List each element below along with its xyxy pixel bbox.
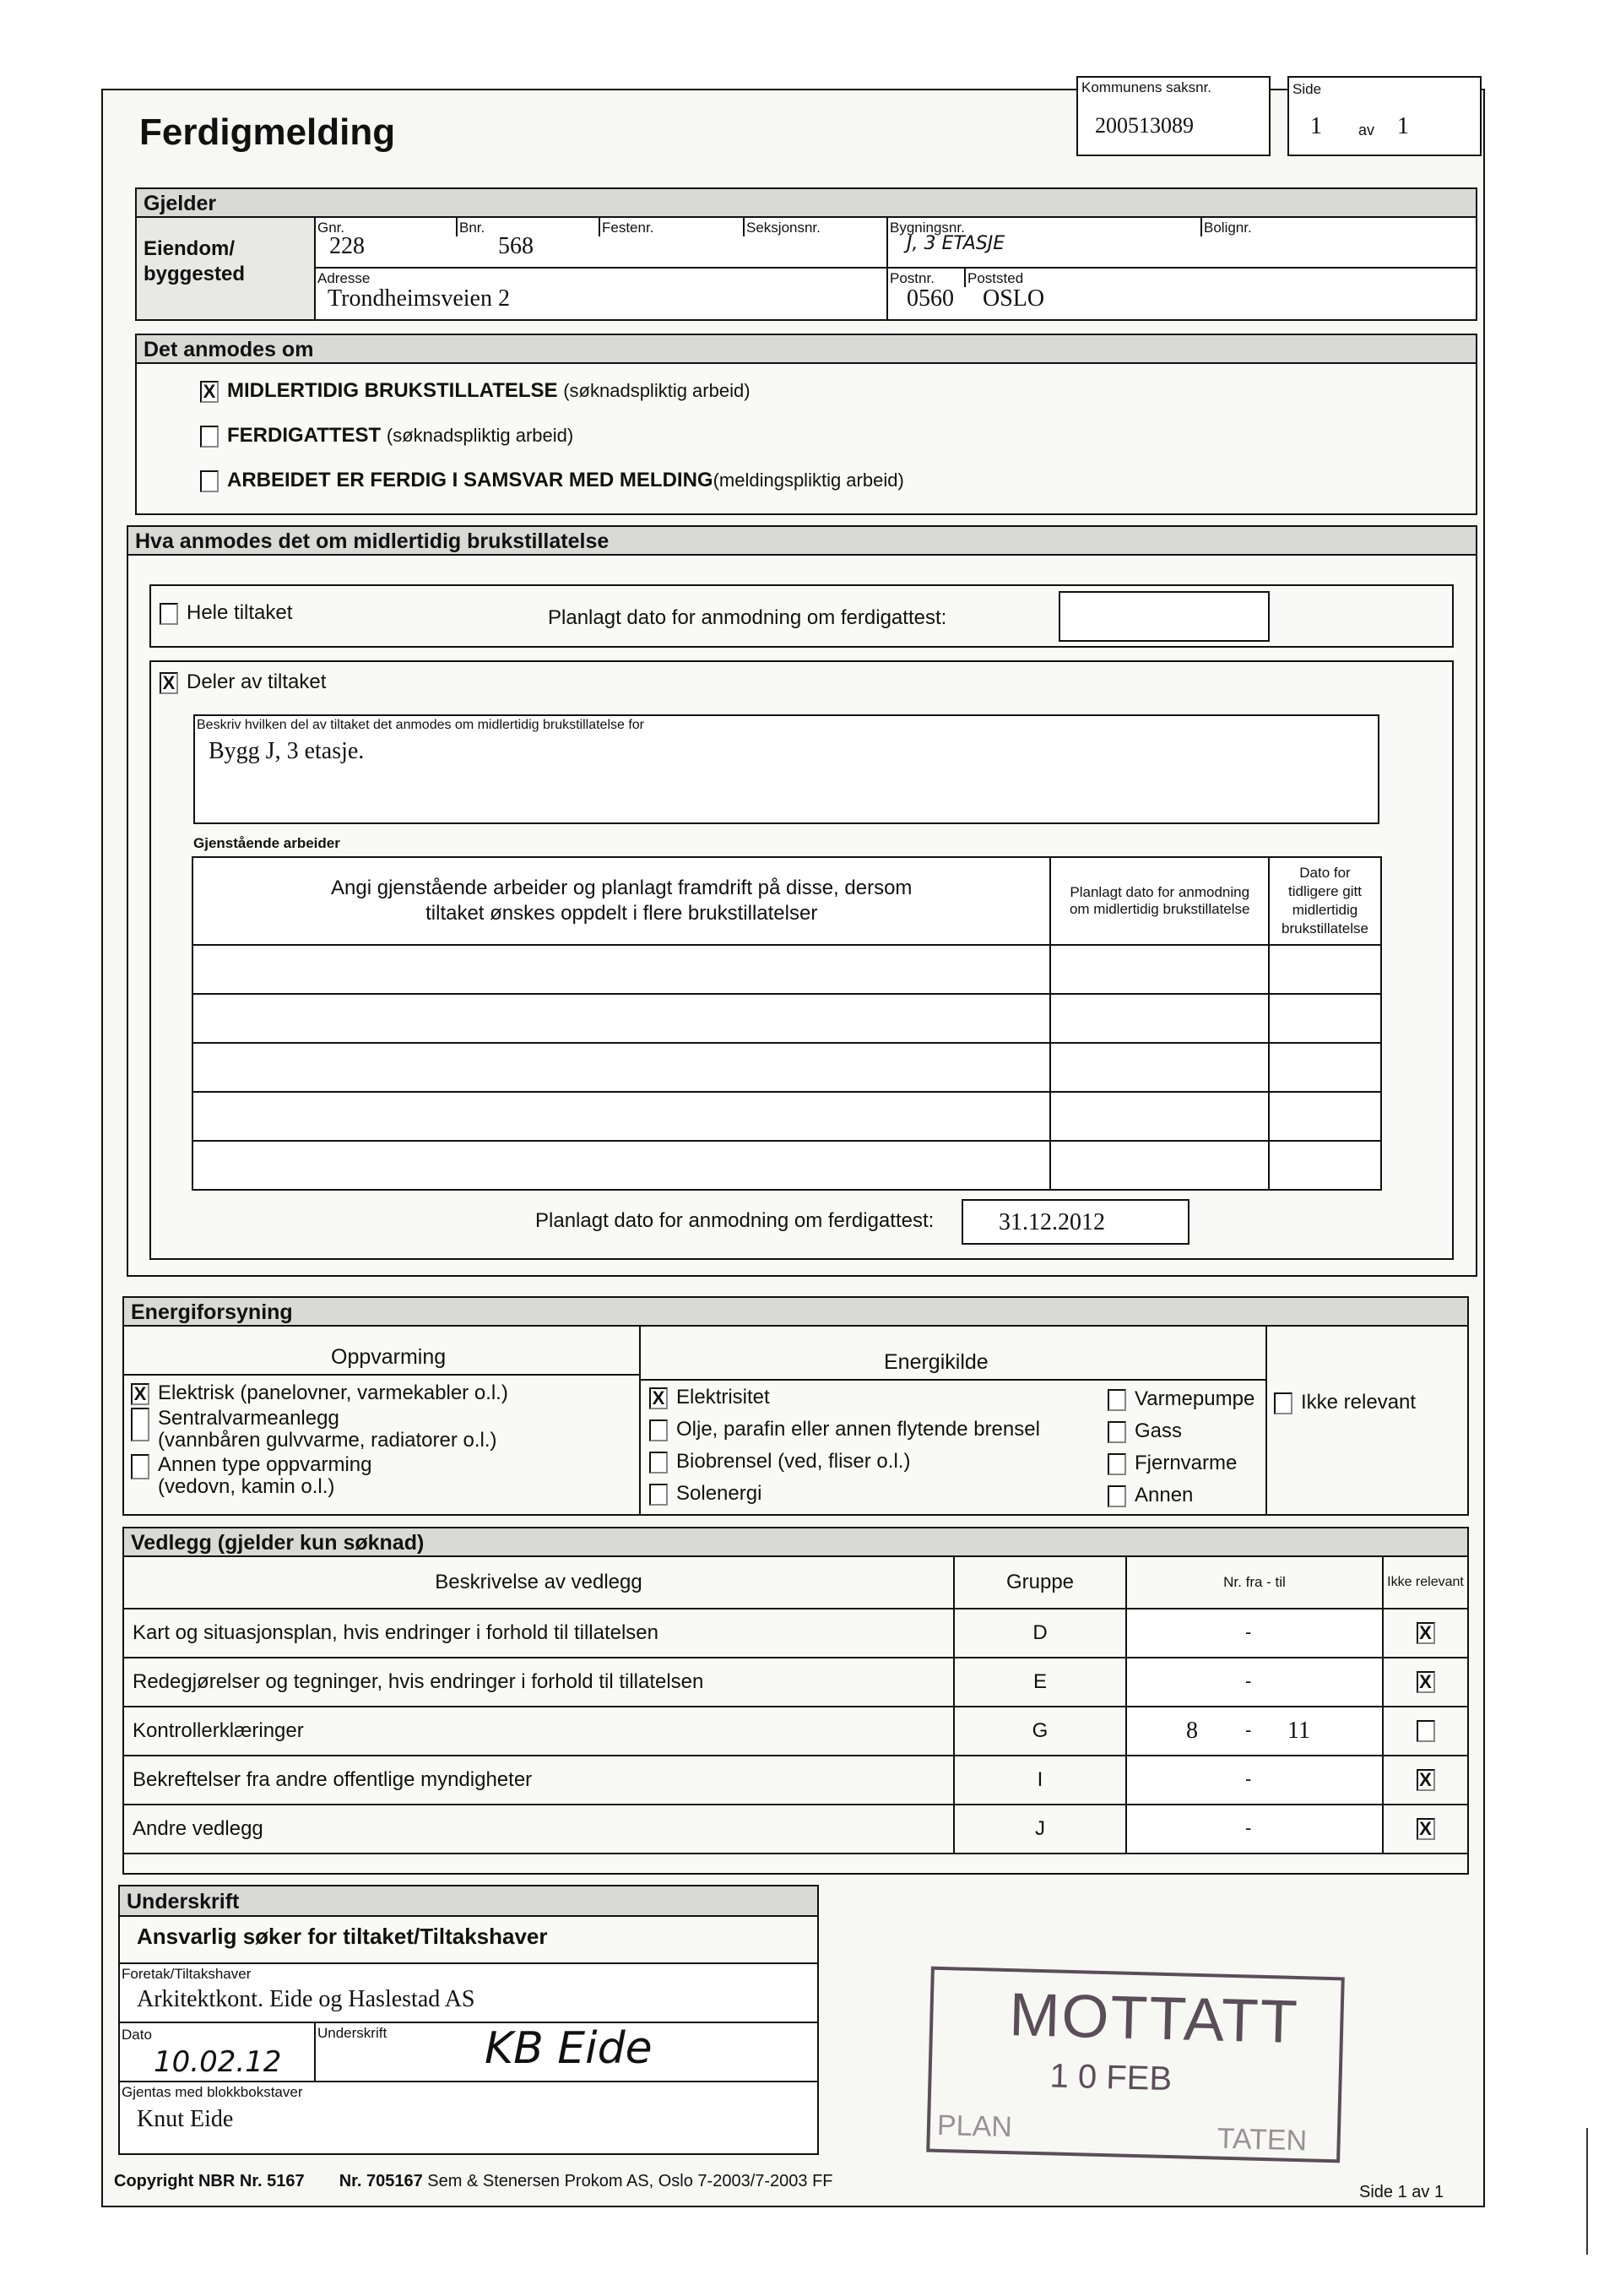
vedlegg-sep: - [1245,1621,1252,1642]
checkbox-vedlegg-ikke-relevant[interactable]: X [1417,1622,1435,1644]
hele-tiltaket-option[interactable] [160,601,292,625]
bygningsnr-label: Bygningsnr. [890,220,965,236]
vedlegg-nr-field[interactable] [1126,1756,1383,1805]
dato-value: 10.02.12 [154,2045,282,2079]
option-label: Elektrisk (panelovner, varmekabler o.l.) [158,1381,508,1404]
vedlegg-gruppe: D [954,1609,1126,1658]
option-note: (søknadspliktig arbeid) [563,380,751,401]
footer-page: Side 1 av 1 [1359,2183,1444,2201]
mottatt-stamp [926,1967,1345,2163]
vedlegg-row [123,1707,1468,1756]
vedlegg-desc: Bekreftelser fra andre offentlige myndigheter [123,1756,954,1805]
vedlegg-ikke-relevant-cell [1383,1609,1468,1658]
planlagt-cell[interactable] [1050,1092,1269,1141]
saksnr-box [1076,76,1271,156]
option-label: Ikke relevant [1301,1391,1417,1414]
energi-heading: Energiforsyning [124,1298,1467,1327]
checkbox-vedlegg-ikke-relevant[interactable] [1417,1720,1435,1742]
vedlegg-ikke-relevant-cell [1383,1658,1468,1707]
postnr-label: Postnr. [890,270,935,286]
stamp-date: 1 0 FEB [1049,2057,1173,2098]
vedlegg-header-beskrivelse: Beskrivelse av vedlegg [123,1556,954,1609]
stamp-plan: PLAN [936,2109,1013,2144]
side-total: 1 [1397,113,1409,139]
gjenstaende-header-tidligere: Dato for tidligere gitt midlertidig brukstillatelse [1269,857,1381,945]
beskriv-value: Bygg J, 3 etasje. [209,738,365,764]
checkbox-midlertidig[interactable]: X [200,381,219,403]
signatur-value: KB Eide [485,2023,653,2074]
side-of: av [1358,122,1375,138]
blokk-field[interactable] [120,2082,817,2153]
poststed-label: Poststed [967,270,1024,286]
checkbox-elektrisk[interactable]: X [131,1383,149,1405]
checkbox-hele-tiltaket[interactable] [160,603,178,625]
form-title: Ferdigmelding [139,111,396,153]
table-row [192,1043,1381,1092]
stamp-etaten: TATEN [1217,2122,1308,2158]
underskrift-heading: Underskrift [120,1886,817,1917]
side-label: Side [1292,81,1322,97]
option-label: ARBEIDET ER FERDIG I SAMSVAR MED MELDING [227,469,713,491]
foretak-label: Foretak/Tiltakshaver [122,1966,252,1982]
gjenstaende-header-arbeider: Angi gjenstående arbeider og planlagt framdrift på disse, dersom tiltaket ønskes oppdelt i flere brukstillatelser [192,857,1050,945]
scan-edge-line [1586,2128,1588,2255]
footer-copyright: Copyright NBR Nr. 5167 [114,2172,305,2190]
gjenstaende-label: Gjenstående arbeider [193,835,340,851]
arbeider-cell[interactable] [192,945,1050,994]
hele-tiltaket-label: Hele tiltaket [187,601,293,624]
vedlegg-header-gruppe: Gruppe [954,1556,1126,1609]
hele-date-field[interactable] [1059,591,1270,642]
oppvarming-annen[interactable] [131,1454,372,1498]
planlagt-cell[interactable] [1050,994,1269,1043]
checkbox-energi-ikke-relevant[interactable] [1274,1392,1292,1414]
vedlegg-heading: Vedlegg (gjelder kun søknad) [124,1528,1467,1557]
checkbox-annen-oppvarming[interactable] [131,1454,149,1479]
vedlegg-fra: 8 [1186,1718,1198,1744]
vedlegg-ikke-relevant-cell [1383,1707,1468,1756]
table-row [192,994,1381,1043]
tidligere-cell[interactable] [1269,1043,1381,1092]
vedlegg-desc: Redegjørelser og tegninger, hvis endringer i forhold til tillatelsen [123,1658,954,1707]
energikilde-solenergi[interactable] [649,1482,761,1506]
underskrift-subheading: Ansvarlig søker for tiltaket/Tiltakshaver [137,1924,548,1949]
seksjonsnr-label: Seksjonsnr. [746,220,821,236]
energikilde-varmepumpe[interactable] [1108,1387,1254,1411]
checkbox-olje[interactable] [649,1419,668,1441]
energi-section [122,1296,1469,1516]
checkbox-annen-energikilde[interactable] [1108,1485,1126,1507]
eiendom-label: Eiendom/ [144,237,236,260]
vedlegg-section [122,1527,1469,1875]
stamp-mottatt: MOTTATT [1008,1981,1300,2057]
vedlegg-row [123,1805,1468,1854]
vedlegg-sep: - [1245,1817,1252,1838]
gnr-label: Gnr. [317,220,345,236]
vedlegg-ikke-relevant-cell [1383,1805,1468,1854]
midlertidig-section [127,525,1477,1277]
deler-date-field[interactable] [962,1199,1189,1245]
energi-ikke-relevant[interactable] [1274,1391,1416,1414]
side-box [1287,76,1482,156]
arbeider-cell[interactable] [192,1092,1050,1141]
anmodes-heading: Det anmodes om [137,335,1476,364]
option-label: Annen [1135,1484,1194,1506]
vedlegg-desc: Andre vedlegg [123,1805,954,1854]
checkbox-deler-tiltaket[interactable]: X [160,672,178,694]
gjelder-row-1 [316,218,1476,269]
gjelder-heading: Gjelder [137,189,1476,218]
option-note: (meldingspliktig arbeid) [713,470,904,491]
gjelder-row-2 [316,269,1476,319]
energikilde-elektrisitet[interactable] [649,1386,770,1409]
saksnr-value[interactable]: 200513089 [1095,113,1194,138]
checkbox-solenergi[interactable] [649,1484,668,1506]
planlagt-cell[interactable] [1050,1043,1269,1092]
energikilde-heading: Energikilde [884,1350,989,1374]
hele-date-label: Planlagt dato for anmodning om ferdigattest: [548,606,947,629]
checkbox-fjernvarme[interactable] [1108,1453,1126,1475]
option-sub: (vedovn, kamin o.l.) [158,1475,335,1498]
vedlegg-row [123,1756,1468,1805]
vedlegg-nr-field[interactable] [1126,1658,1383,1707]
anmodes-section [135,334,1477,515]
option-label: Fjernvarme [1135,1452,1238,1474]
table-row [192,1092,1381,1141]
poststed-value[interactable]: OSLO [983,285,1045,312]
hele-tiltaket-box [149,584,1454,648]
energikilde-biobrensel[interactable] [649,1450,910,1474]
dato-field[interactable] [120,2023,316,2081]
arbeider-cell[interactable] [192,994,1050,1043]
dato-label: Dato [122,2027,152,2043]
postnr-value[interactable]: 0560 [907,285,954,312]
vedlegg-desc: Kontrollerklæringer [123,1707,954,1756]
checkbox-vedlegg-ikke-relevant[interactable]: X [1417,1671,1435,1693]
deler-date-label: Planlagt dato for anmodning om ferdigattest: [535,1209,935,1232]
oppvarming-elektrisk[interactable] [131,1382,508,1405]
gnr-value[interactable]: 228 [329,233,365,259]
foretak-field[interactable] [120,1964,817,2022]
vedlegg-header-ikke-relevant: Ikke relevant [1383,1556,1468,1609]
checkbox-ferdigattest[interactable] [200,426,219,448]
anmodes-option-midlertidig[interactable] [200,379,751,403]
energikilde-annen[interactable] [1108,1484,1193,1507]
option-label: Biobrensel (ved, fliser o.l.) [676,1450,911,1473]
planlagt-cell[interactable] [1050,1141,1269,1190]
option-sub: (vannbåren gulvvarme, radiatorer o.l.) [158,1429,497,1452]
bolignr-label: Bolignr. [1204,220,1252,236]
festenr-label: Festenr. [602,220,654,236]
option-label: Annen type oppvarming [158,1453,372,1476]
gjenstaende-table [192,856,1382,1191]
deler-tiltaket-label: Deler av tiltaket [187,670,327,693]
signatur-label: Underskrift [317,2025,387,2041]
vedlegg-row [123,1609,1468,1658]
bnr-label: Bnr. [459,220,485,236]
checkbox-vedlegg-ikke-relevant[interactable]: X [1417,1769,1435,1791]
vedlegg-sep: - [1245,1670,1252,1691]
anmodes-option-ferdigattest[interactable] [200,424,573,448]
vedlegg-gruppe: G [954,1707,1126,1756]
blokk-label: Gjentas med blokkbokstaver [122,2084,303,2100]
footer-publisher-nr: Nr. 705167 [339,2172,423,2190]
vedlegg-til: 11 [1287,1718,1310,1744]
anmodes-option-samsvar[interactable] [200,469,904,492]
option-label: MIDLERTIDIG BRUKSTILLATELSE [227,379,558,402]
oppvarming-heading: Oppvarming [331,1345,447,1369]
checkbox-samsvar[interactable] [200,470,219,492]
energikilde-fjernvarme[interactable] [1108,1452,1237,1475]
option-label: Olje, parafin eller annen flytende brensel [676,1418,1040,1441]
option-label: FERDIGATTEST [227,424,382,447]
vedlegg-ikke-relevant-cell [1383,1756,1468,1805]
arbeider-cell[interactable] [192,1141,1050,1190]
vedlegg-gruppe: J [954,1805,1126,1854]
checkbox-elektrisitet[interactable]: X [649,1387,668,1409]
eiendom-label-cell [137,218,316,319]
option-label: Varmepumpe [1135,1387,1255,1410]
vedlegg-table [122,1555,1469,1854]
blokk-value: Knut Eide [137,2106,234,2132]
vedlegg-header-nr: Nr. fra - til [1126,1556,1383,1609]
option-label: Elektrisitet [676,1386,770,1409]
table-row [192,945,1381,994]
footer-text [114,2172,833,2191]
deler-date-value: 31.12.2012 [999,1209,1105,1235]
beskriv-label: Beskriv hvilken del av tiltaket det anmodes om midlertidig brukstillatelse for [197,718,645,732]
deler-tiltaket-option[interactable] [160,670,326,694]
tidligere-cell[interactable] [1269,1141,1381,1190]
bnr-value[interactable]: 568 [498,233,534,259]
gjenstaende-header-planlagt: Planlagt dato for anmodning om midlertidig brukstillatelse [1050,857,1269,945]
planlagt-cell[interactable] [1050,945,1269,994]
option-label: Sentralvarmeanlegg [158,1407,339,1430]
vedlegg-desc: Kart og situasjonsplan, hvis endringer i forhold til tillatelsen [123,1609,954,1658]
vedlegg-nr-field[interactable] [1126,1707,1383,1756]
vedlegg-gruppe: E [954,1658,1126,1707]
footer-publisher: Sem & Stenersen Prokom AS, Oslo 7-2003/7-2003 FF [427,2172,833,2190]
option-label: Solenergi [676,1482,762,1505]
vedlegg-sep: - [1245,1768,1252,1789]
signatur-field[interactable] [316,2023,817,2081]
side-current: 1 [1310,113,1322,139]
checkbox-biobrensel[interactable] [649,1452,668,1474]
checkbox-gass[interactable] [1108,1421,1126,1443]
oppvarming-sentralvarme[interactable] [131,1408,497,1452]
vedlegg-nr-field[interactable] [1126,1609,1383,1658]
vedlegg-gruppe: I [954,1756,1126,1805]
beskriv-field[interactable] [193,714,1379,824]
adresse-value[interactable]: Trondheimsveien 2 [328,285,510,312]
tidligere-cell[interactable] [1269,994,1381,1043]
option-label: Gass [1135,1419,1183,1442]
arbeider-cell[interactable] [192,1043,1050,1092]
checkbox-vedlegg-ikke-relevant[interactable]: X [1417,1818,1435,1840]
adresse-label: Adresse [317,270,371,286]
underskrift-section [118,1885,819,2155]
byggested-label: byggested [144,263,246,285]
gjelder-section [135,187,1477,321]
vedlegg-row [123,1658,1468,1707]
tidligere-cell[interactable] [1269,945,1381,994]
deler-tiltaket-box [149,660,1454,1260]
vedlegg-nr-field[interactable] [1126,1805,1383,1854]
checkbox-varmepumpe[interactable] [1108,1389,1126,1411]
saksnr-label: Kommunens saksnr. [1081,79,1212,95]
table-row [192,1141,1381,1190]
bygningsnr-value[interactable]: J, 3 ETASJE [907,233,1005,254]
option-note: (søknadspliktig arbeid) [386,425,574,446]
midlertidig-heading: Hva anmodes det om midlertidig brukstillatelse [128,527,1476,556]
foretak-value: Arkitektkont. Eide og Haslestad AS [137,1986,475,2012]
tidligere-cell[interactable] [1269,1092,1381,1141]
vedlegg-sep: - [1245,1719,1252,1740]
energikilde-olje[interactable] [649,1418,1040,1441]
checkbox-sentralvarme[interactable] [131,1408,149,1441]
energikilde-gass[interactable] [1108,1419,1182,1443]
